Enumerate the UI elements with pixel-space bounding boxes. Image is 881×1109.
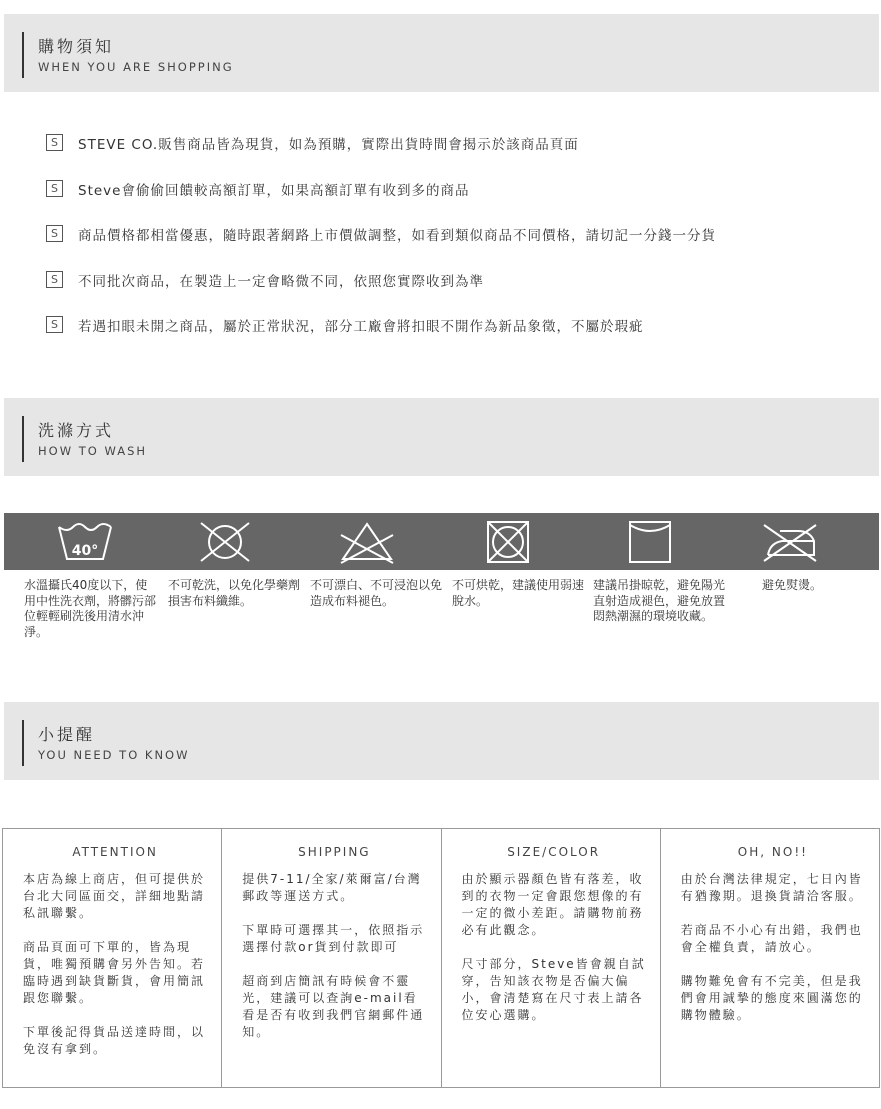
column-paragraph: 購物難免會有不完美，但是我們會用誠摯的態度來圓滿您的購物體驗。 bbox=[680, 974, 863, 1022]
list-item bbox=[46, 224, 866, 270]
column-paragraph: 提供7-11/全家/萊爾富/台灣郵政等運送方式。 bbox=[242, 872, 422, 903]
notice-text: 若遇扣眼未開之商品，屬於正常狀況，部分工廠會將扣眼不開作為新品象徵，不屬於瑕疵 bbox=[78, 319, 644, 335]
column-paragraph: 下單後記得貨品送達時間，以免沒有拿到。 bbox=[23, 1025, 206, 1056]
no-tumble-dry-icon bbox=[478, 519, 538, 565]
shopping-section-header bbox=[4, 14, 879, 92]
no-dry-clean-icon bbox=[195, 519, 255, 565]
column-title: SIZE/COLOR bbox=[507, 845, 601, 859]
notice-text: 商品價格都相當優惠，隨時跟著網路上市價做調整，如看到類似商品不同價格，請切記一分錢一分貨 bbox=[78, 228, 716, 244]
wash-desc-no-bleach: 不可漂白、不可浸泡以免造成布料褪色。 bbox=[310, 578, 443, 608]
s-bullet-icon: S bbox=[46, 271, 63, 288]
column-paragraph: 超商到店簡訊有時候會不靈光，建議可以查詢e-mail看看是否有收到我們官網郵件通知。 bbox=[242, 974, 425, 1039]
reminder-title-zh: 小提醒 bbox=[38, 725, 96, 744]
s-bullet-icon: S bbox=[46, 180, 63, 197]
s-bullet-icon: S bbox=[46, 225, 63, 242]
column-paragraph: 本店為線上商店，但可提供於台北大同區面交，詳細地點請私訊聯繫。 bbox=[23, 872, 206, 920]
wash-section-header bbox=[4, 398, 879, 476]
shopping-notice-list bbox=[46, 133, 866, 361]
shopping-title-zh: 購物須知 bbox=[38, 37, 115, 56]
notice-text: STEVE CO.販售商品皆為現貨，如為預購，實際出貨時間會揭示於該商品頁面 bbox=[78, 137, 579, 153]
column-paragraph: 商品頁面可下單的，皆為現貨，唯獨預購會另外告知。若臨時遇到缺貨斷貨，會用簡訊跟您聯繫。 bbox=[23, 940, 206, 1005]
hang-dry-icon bbox=[620, 519, 680, 565]
wash-40-icon bbox=[55, 519, 115, 565]
column-paragraph: 若商品不小心有出錯，我們也會全權負責，請放心。 bbox=[680, 923, 863, 954]
s-bullet-icon: S bbox=[46, 134, 63, 151]
list-item bbox=[46, 270, 866, 316]
reminder-info-table bbox=[2, 828, 880, 1088]
column-paragraph: 由於台灣法律規定，七日內皆有猶豫期。退換貨請洽客服。 bbox=[680, 872, 863, 903]
list-item bbox=[46, 179, 866, 225]
s-bullet-icon: S bbox=[46, 316, 63, 333]
reminder-title-en: YOU NEED TO KNOW bbox=[38, 748, 190, 762]
wash-title-zh: 洗滌方式 bbox=[38, 421, 115, 440]
no-iron-icon bbox=[760, 519, 820, 565]
header-accent-bar bbox=[22, 32, 24, 78]
oh-no-column bbox=[661, 829, 879, 1087]
column-title: SHIPPING bbox=[298, 845, 371, 859]
wash-desc-hang-dry: 建議吊掛晾乾，避免陽光直射造成褪色，避免放置悶熱潮濕的環境收藏。 bbox=[593, 578, 726, 623]
wash-desc-no-iron: 避免熨燙。 bbox=[762, 578, 823, 592]
column-paragraph: 下單時可選擇其一，依照指示選擇付款or貨到付款即可 bbox=[242, 923, 425, 954]
shopping-title-en: WHEN YOU ARE SHOPPING bbox=[38, 60, 234, 74]
column-paragraph: 尺寸部分，Steve皆會親自試穿，告知該衣物是否偏大偏小，會清楚寫在尺寸表上請各位安心選購。 bbox=[461, 957, 646, 1022]
list-item bbox=[46, 315, 866, 361]
column-title: ATTENTION bbox=[72, 845, 158, 859]
notice-text: Steve會偷偷回饋較高額訂單，如果高額訂單有收到多的商品 bbox=[78, 182, 470, 199]
notice-text: 不同批次商品，在製造上一定會略微不同，依照您實際收到為準 bbox=[78, 273, 484, 290]
header-accent-bar bbox=[22, 720, 24, 766]
reminder-section-header bbox=[4, 702, 879, 780]
column-paragraph: 由於顯示器顏色皆有落差，收到的衣物一定會跟您想像的有一定的微小差距。請購物前務必有此觀念。 bbox=[461, 872, 644, 937]
wash-temp-label: 40° bbox=[71, 543, 99, 559]
no-bleach-icon bbox=[337, 519, 397, 565]
wash-desc-no-tumble-dry: 不可烘乾，建議使用弱速脫水。 bbox=[452, 578, 585, 608]
wash-desc-wash-40: 水溫攝氏40度以下，使用中性洗衣劑，將髒污部位輕輕刷洗後用清水沖淨。 bbox=[24, 578, 157, 639]
wash-icons-band bbox=[4, 513, 879, 570]
wash-desc-no-dry-clean: 不可乾洗，以免化學藥劑損害布料纖維。 bbox=[168, 578, 301, 608]
list-item bbox=[46, 133, 866, 179]
shipping-column bbox=[222, 829, 441, 1087]
attention-column bbox=[3, 829, 222, 1087]
header-accent-bar bbox=[22, 416, 24, 462]
size-color-column bbox=[442, 829, 661, 1087]
wash-title-en: HOW TO WASH bbox=[38, 444, 148, 458]
column-title: OH, NO!! bbox=[737, 845, 808, 859]
